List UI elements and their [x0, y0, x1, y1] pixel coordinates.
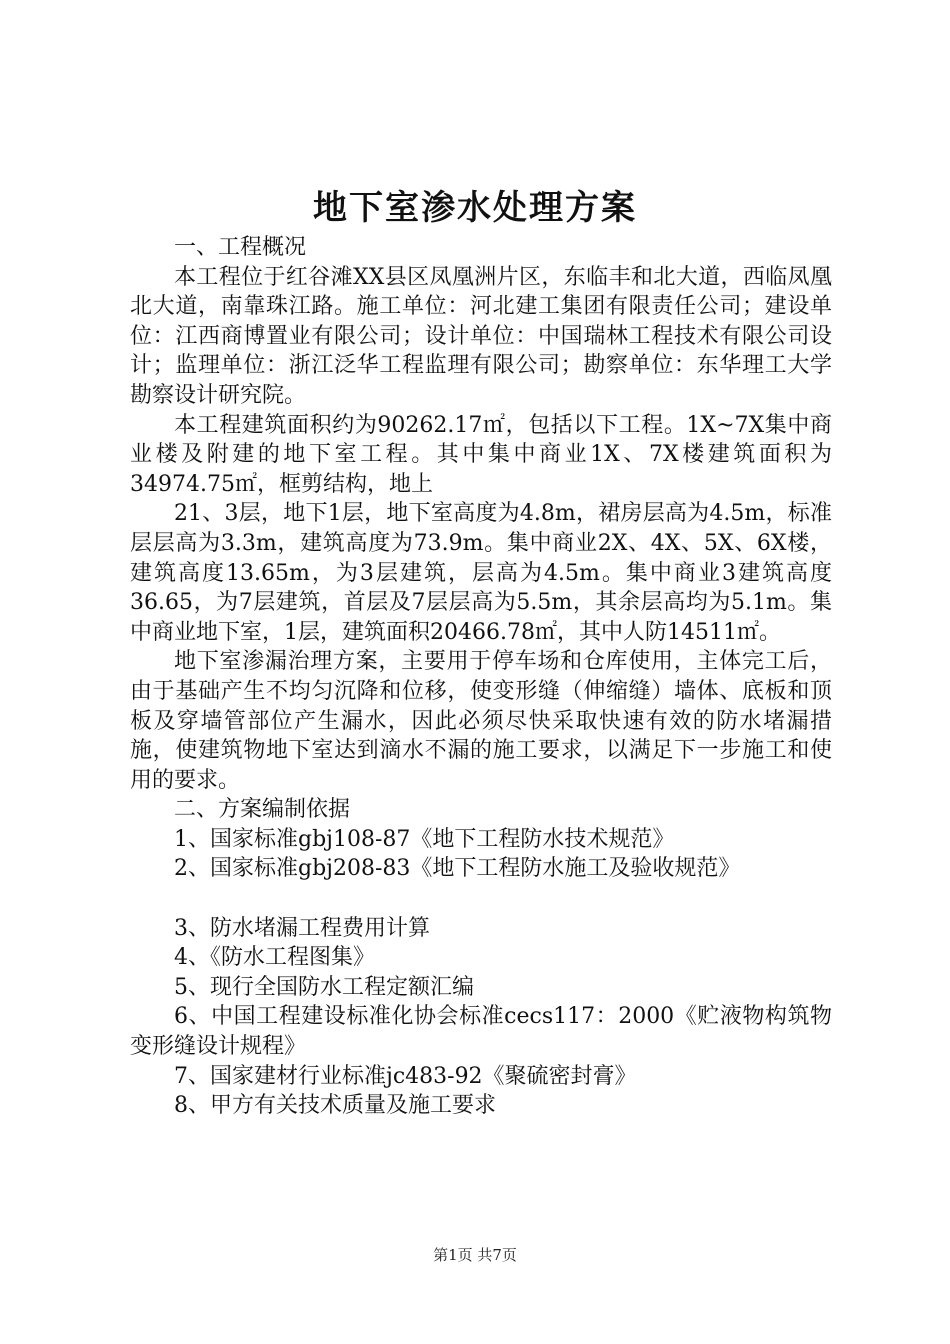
basis-item-2: 2、国家标准gbj208-83《地下工程防水施工及验收规范》 [174, 856, 741, 882]
section-heading-basis: 二、方案编制依据 [174, 797, 351, 823]
blank-line [130, 884, 832, 914]
paragraph-leakage-plan: 地下室渗漏治理方案，主要用于停车场和仓库使用，主体完工后，由于基础产生不均匀沉降和位移，使变形缝（伸缩缝）墙体、底板和顶板及穿墙管部位产生漏水，因此必须尽快采取快速有效的防水堵漏措施，使建筑物地下室达到滴水不漏的施工要求，以满足下一步施工和使用的要求。 [130, 649, 832, 793]
basis-item-1: 1、国家标准gbj108-87《地下工程防水技术规范》 [174, 826, 675, 852]
basis-item-8: 8、甲方有关技术质量及施工要求 [174, 1093, 496, 1119]
basis-item-6: 6、中国工程建设标准化协会标准cecs117：2000《贮液物构筑物变形缝设计规程》 [130, 1004, 832, 1060]
basis-item-4: 4、《防水工程图集》 [174, 945, 375, 971]
paragraph-project-location: 本工程位于红谷滩XX县区凤凰洲片区，东临丰和北大道，西临凤凰北大道，南靠珠江路。施工单位：河北建工集团有限责任公司；建设单位：江西商博置业有限公司；设计单位：中国瑞林工程技术有限公司设计；监理单位：浙江泛华工程监理有限公司；勘察单位：东华理工大学勘察设计研究院。 [130, 264, 832, 408]
basis-item-7: 7、国家建材行业标准jc483-92《聚硫密封膏》 [174, 1063, 637, 1089]
document-body [130, 233, 832, 1121]
paragraph-floor-heights: 21、3层，地下1层，地下室高度为4.8m，裙房层高为4.5m，标准层层高为3.3m，建筑高度为73.9m。集中商业2X、4X、5X、6X楼，建筑高度13.65m，为3层建筑，层高为4.5m。集中商业3建筑高度36.65，为7层建筑，首层及7层层高为5.5m，其余层高均为5.1m。集中商业地下室，1层，建筑面积20466.78㎡，其中人防14511㎡。 [130, 501, 832, 645]
page-footer: 第1页 共7页 [433, 1246, 517, 1264]
basis-item-5: 5、现行全国防水工程定额汇编 [174, 974, 474, 1000]
section-heading-overview: 一、工程概况 [174, 235, 307, 260]
paragraph-building-area: 本工程建筑面积约为90262.17㎡，包括以下工程。1X~7X集中商业楼及附建的地下室工程。其中集中商业1X、7X楼建筑面积为34974.75㎡，框剪结构，地上 [130, 412, 832, 497]
basis-item-3: 3、防水堵漏工程费用计算 [174, 915, 430, 941]
document-title: 地下室渗水处理方案 [313, 188, 637, 228]
